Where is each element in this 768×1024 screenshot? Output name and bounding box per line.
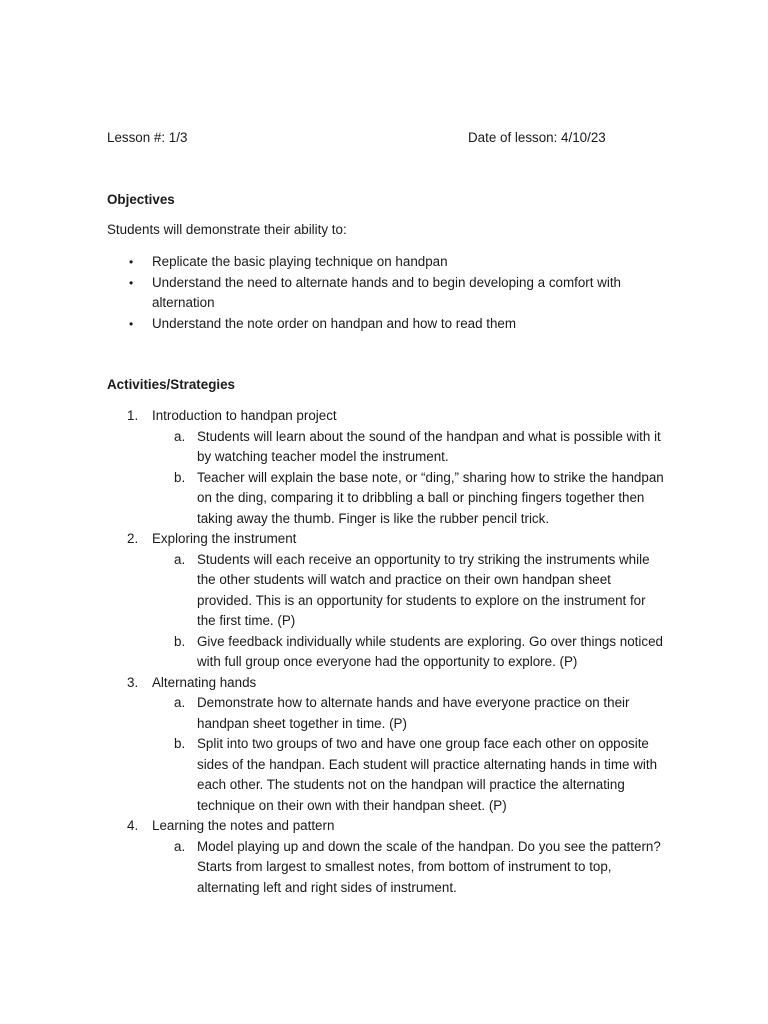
- activity-number: 1.: [127, 408, 139, 423]
- activity-sublist: [152, 427, 667, 530]
- objectives-intro: Students will demonstrate their ability to:: [107, 222, 347, 237]
- activity-item: [107, 816, 667, 898]
- objective-item: [107, 252, 667, 273]
- activity-subitem: [152, 427, 667, 468]
- subitem-text: Demonstrate how to alternate hands and have everyone practice on their handpan sheet together in time. (P): [197, 695, 630, 731]
- activities-list: [107, 406, 667, 898]
- subitem-letter: a.: [174, 551, 186, 567]
- activity-title: Introduction to handpan project: [152, 408, 337, 423]
- subitem-letter: a.: [174, 428, 186, 444]
- objectives-heading: Objectives: [107, 192, 175, 207]
- subitem-text: Students will learn about the sound of the handpan and what is possible with it by watching teacher model the instrument.: [197, 428, 661, 464]
- activity-subitem: [152, 632, 667, 673]
- subitem-letter: b.: [174, 469, 186, 485]
- subitem-letter: b.: [174, 633, 186, 649]
- objective-text: Understand the need to alternate hands and to begin developing a comfort with alternation: [152, 274, 621, 311]
- activity-title: Exploring the instrument: [152, 531, 297, 546]
- lesson-date: Date of lesson: 4/10/23: [468, 130, 606, 145]
- subitem-text: Split into two groups of two and have one group face each other on opposite sides of the handpan. Each student will practice alternating hands in time with each other. The students not on the handpan will practice the alternating technique on their own with their handpan sheet. (P): [197, 736, 658, 813]
- subitem-text: Give feedback individually while students are exploring. Go over things noticed with full group once everyone had the opportunity to explore. (P): [197, 633, 663, 669]
- activity-subitem: [152, 693, 667, 734]
- activity-subitem: [152, 550, 667, 632]
- bullet-icon: •: [129, 255, 134, 269]
- activity-sublist: [152, 837, 667, 899]
- objective-text: Replicate the basic playing technique on handpan: [152, 254, 448, 269]
- subitem-text: Teacher will explain the base note, or “ding,” sharing how to strike the handpan on the ding, comparing it to dribbling a ball or pinching fingers together then taking away the thumb. Finger is like the rubber pencil trick.: [197, 469, 664, 526]
- subitem-text: Model playing up and down the scale of the handpan. Do you see the pattern? Starts from largest to smallest notes, from bottom of instrument to top, alternating left and right sides of instrument.: [197, 838, 661, 895]
- objective-text: Understand the note order on handpan and how to read them: [152, 315, 517, 331]
- activity-number: 3.: [127, 674, 139, 690]
- objective-item: [107, 314, 667, 335]
- activity-sublist: [152, 550, 667, 673]
- activity-sublist: [152, 693, 667, 816]
- activity-item: [107, 406, 667, 529]
- activity-subitem: [152, 837, 667, 899]
- subitem-letter: a.: [174, 838, 186, 854]
- activity-item: [107, 673, 667, 817]
- bullet-icon: •: [129, 316, 134, 331]
- activity-subitem: [152, 468, 667, 530]
- activity-number: 2.: [127, 531, 139, 546]
- objectives-list: [107, 252, 667, 334]
- lesson-header: [107, 130, 667, 150]
- activity-subitem: [152, 734, 667, 816]
- activities-heading: Activities/Strategies: [107, 377, 236, 392]
- bullet-icon: •: [129, 275, 134, 290]
- activity-title: Learning the notes and pattern: [152, 818, 335, 833]
- lesson-number: Lesson #: 1/3: [107, 130, 188, 145]
- subitem-text: Students will each receive an opportunity to try striking the instruments while the other students will watch and practice on their own handpan sheet provided. This is an opportunity for students to explore on the instrument for the first time. (P): [197, 551, 650, 628]
- subitem-letter: b.: [174, 736, 186, 751]
- activity-number: 4.: [127, 818, 139, 833]
- objective-item: [107, 273, 667, 314]
- activity-title: Alternating hands: [152, 674, 257, 690]
- subitem-letter: a.: [174, 695, 186, 710]
- activity-item: [107, 529, 667, 673]
